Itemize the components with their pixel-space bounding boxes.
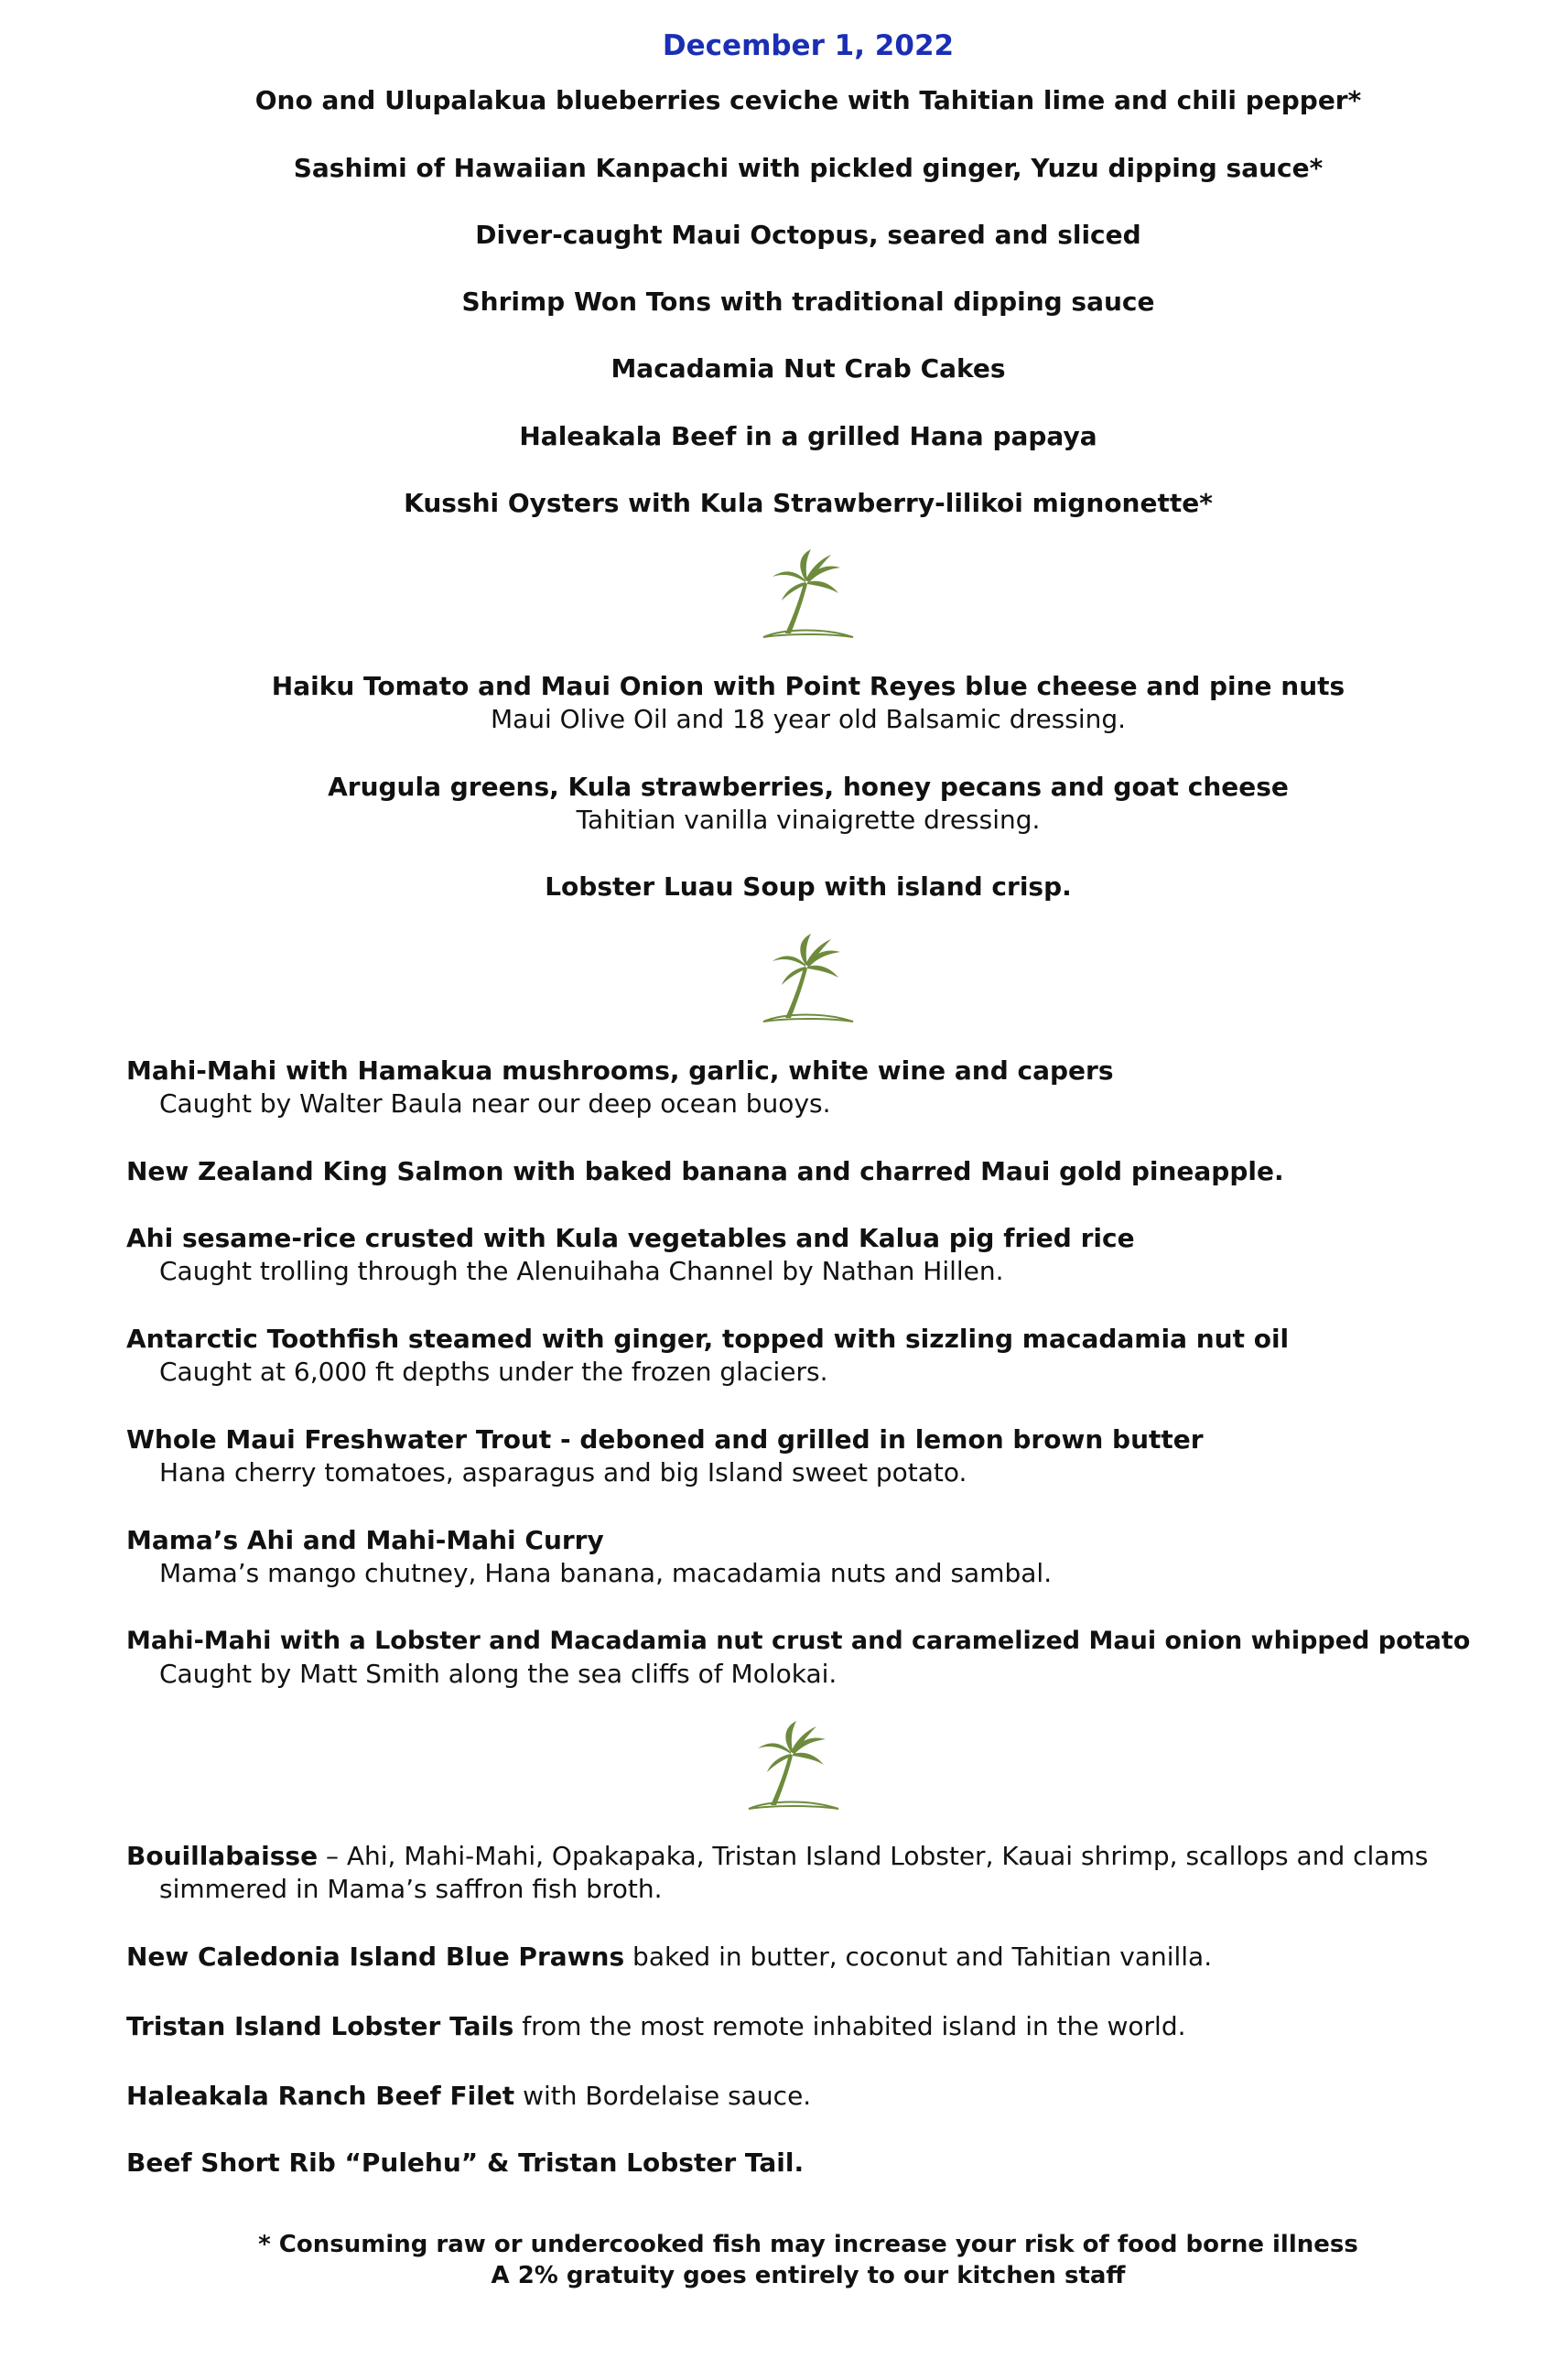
entree-desc: Hana cherry tomatoes, asparagus and big Island sweet potato. [159, 1457, 967, 1488]
starter-item: Macadamia Nut Crab Cakes [611, 353, 1006, 384]
entree-title: New Zealand King Salmon with baked banana and charred Maui gold pineapple. [126, 1156, 1284, 1186]
special-title: Tristan Island Lobster Tails [126, 2011, 514, 2041]
entree-desc: Caught by Walter Baula near our deep ocean buoys. [159, 1088, 831, 1119]
special-item [126, 2010, 1186, 2043]
special-detail: baked in butter, coconut and Tahitian vanilla. [624, 1942, 1213, 1972]
special-item [126, 1941, 1212, 1974]
starter-item: Shrimp Won Tons with traditional dipping sauce [461, 287, 1155, 317]
salad-title: Haiku Tomato and Maui Onion with Point Reyes blue cheese and pine nuts [271, 671, 1345, 701]
starter-item: Ono and Ulupalakua blueberries ceviche with Tahitian lime and chili pepper* [254, 85, 1362, 115]
menu-date: December 1, 2022 [662, 29, 955, 62]
entree-title: Mahi-Mahi with Hamakua mushrooms, garlic, white wine and capers [126, 1055, 1114, 1086]
special-item [126, 2147, 804, 2180]
entree-title: Whole Maui Freshwater Trout - deboned and grilled in lemon brown butter [126, 1424, 1204, 1455]
special-item [126, 1840, 1428, 1873]
soup-title: Lobster Luau Soup with island crisp. [545, 871, 1072, 902]
salad-desc: Maui Olive Oil and 18 year old Balsamic dressing. [490, 704, 1127, 734]
entree-title: Mama’s Ahi and Mahi-Mahi Curry [126, 1525, 604, 1555]
entree-title: Mahi-Mahi with a Lobster and Macadamia nut crust and caramelized Maui onion whipped potato [126, 1627, 1471, 1655]
entree-desc: Caught at 6,000 ft depths under the frozen glaciers. [159, 1357, 828, 1387]
starter-item: Sashimi of Hawaiian Kanpachi with pickled ginger, Yuzu dipping sauce* [293, 153, 1324, 183]
salad-desc: Tahitian vanilla vinaigrette dressing. [576, 805, 1041, 835]
footnote-gratuity: A 2% gratuity goes entirely to our kitchen staff [491, 2262, 1126, 2289]
palm-tree-icon [743, 1714, 844, 1814]
special-title: New Caledonia Island Blue Prawns [126, 1942, 625, 1972]
entree-desc: Caught by Matt Smith along the sea cliffs of Molokai. [159, 1659, 837, 1689]
special-detail: – Ahi, Mahi-Mahi, Opakapaka, Tristan Island Lobster, Kauai shrimp, scallops and clams [318, 1841, 1429, 1871]
special-title: Haleakala Ranch Beef Filet [126, 2081, 515, 2111]
entree-title: Antarctic Toothfish steamed with ginger, topped with sizzling macadamia nut oil [126, 1324, 1290, 1354]
special-title: Beef Short Rib “Pulehu” & Tristan Lobster Tail. [126, 2147, 805, 2178]
special-detail: from the most remote inhabited island in the world. [513, 2011, 1186, 2041]
entree-title: Ahi sesame-rice crusted with Kula vegetables and Kalua pig fried rice [126, 1223, 1135, 1253]
special-detail: with Bordelaise sauce. [514, 2081, 812, 2111]
salad-title: Arugula greens, Kula strawberries, honey pecans and goat cheese [328, 772, 1289, 802]
palm-tree-icon [758, 542, 859, 643]
palm-tree-icon [758, 926, 859, 1027]
entree-desc: Caught trolling through the Alenuihaha Channel by Nathan Hillen. [159, 1256, 1004, 1286]
special-item [126, 2080, 811, 2113]
entree-desc: Mama’s mango chutney, Hana banana, macadamia nuts and sambal. [159, 1558, 1053, 1588]
starter-item: Diver-caught Maui Octopus, seared and sliced [475, 220, 1141, 250]
special-title: Bouillabaisse [126, 1841, 319, 1871]
footnote-raw-fish: * Consuming raw or undercooked fish may increase your risk of food borne illness [258, 2231, 1358, 2258]
starter-item: Haleakala Beef in a grilled Hana papaya [519, 421, 1097, 451]
special-desc: simmered in Mama’s saffron fish broth. [159, 1874, 663, 1904]
starter-item: Kusshi Oysters with Kula Strawberry-lilikoi mignonette* [404, 488, 1213, 518]
